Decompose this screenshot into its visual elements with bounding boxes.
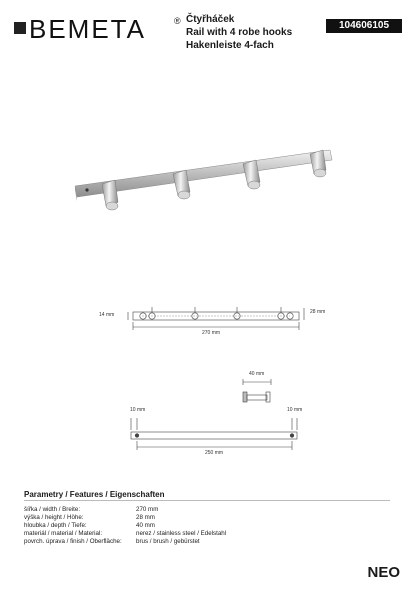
dim-height: 14 mm xyxy=(99,312,115,318)
title-en: Rail with 4 robe hooks xyxy=(186,27,293,38)
title-cs: Čtyřháček xyxy=(186,14,235,25)
product-code: 104606105 xyxy=(326,19,402,33)
spec-label: šířka / width / Breite: xyxy=(24,506,81,513)
logo-square xyxy=(14,22,26,34)
dim-offset-left: 10 mm xyxy=(130,407,146,413)
logo-wordmark: BEMETA xyxy=(29,14,146,44)
registered-mark: ® xyxy=(174,16,181,26)
collection-name: NEO xyxy=(367,564,400,581)
dim-hook-depth: 40 mm xyxy=(249,371,265,377)
product-image xyxy=(60,140,360,240)
title-de: Hakenleiste 4-fach xyxy=(186,40,274,51)
product-titles xyxy=(186,13,292,52)
spec-value: 270 mm xyxy=(136,506,159,513)
dim-offset-right: 10 mm xyxy=(287,407,303,413)
spec-value: nerez / stainless steel / Edelstahl xyxy=(136,530,227,537)
dim-depth: 28 mm xyxy=(310,309,326,315)
spec-label: výška / height / Höhe: xyxy=(24,514,84,521)
dim-hole-spacing: 250 mm xyxy=(205,450,224,456)
spec-value: 28 mm xyxy=(136,514,155,521)
hook-4 xyxy=(310,150,326,177)
hook-1 xyxy=(102,180,118,210)
dim-length: 270 mm xyxy=(202,330,221,336)
spec-label: hloubka / depth / Tiefe: xyxy=(24,522,87,529)
specs-divider xyxy=(24,500,390,501)
front-view-drawing xyxy=(90,300,330,350)
spec-label: povrch. úprava / finish / Oberfläche: xyxy=(24,538,122,545)
specs-title: Parametry / Features / Eigenschaften xyxy=(24,490,165,499)
spec-label: materiál / material / Material: xyxy=(24,530,103,537)
spec-value: 40 mm xyxy=(136,522,155,529)
spec-value: brus / brush / gebürstet xyxy=(136,538,200,545)
